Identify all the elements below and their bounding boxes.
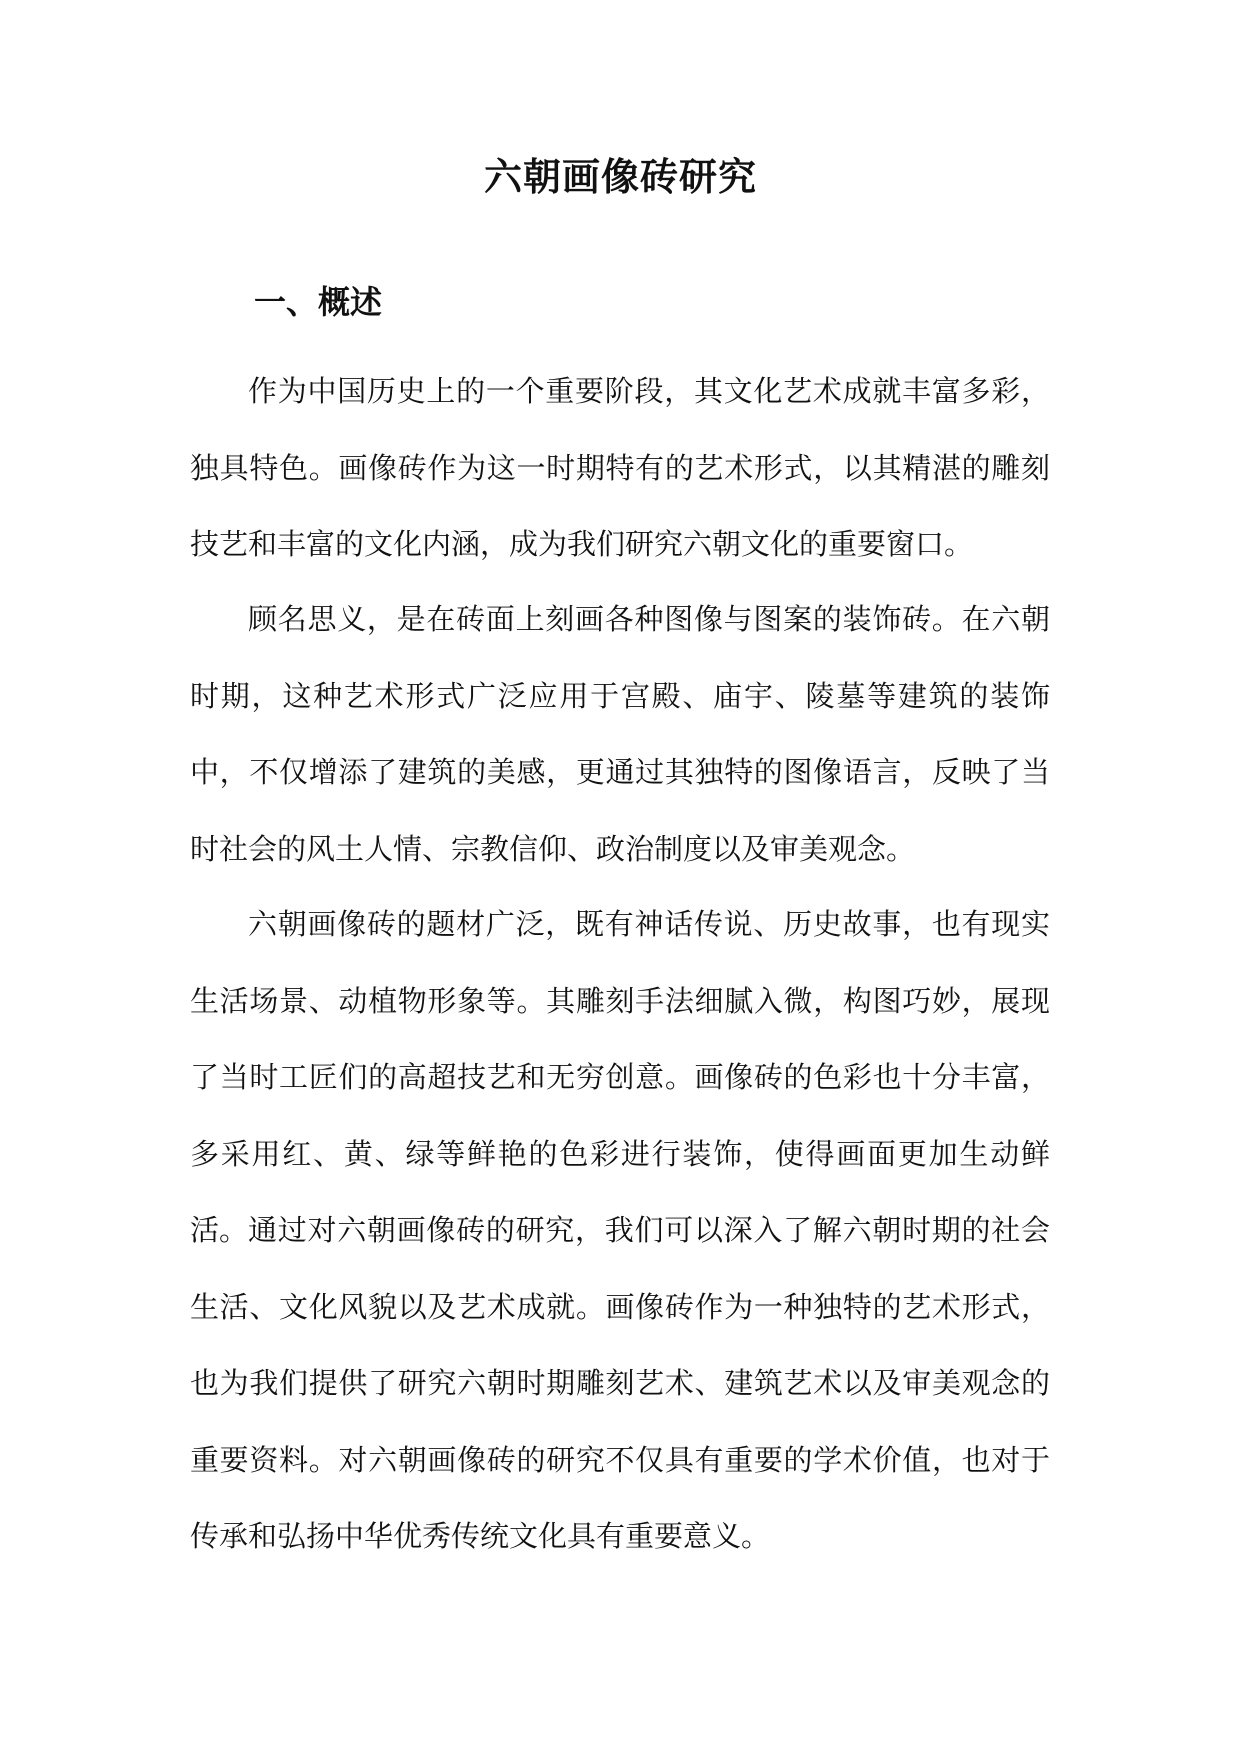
document-title: 六朝画像砖研究 (483, 154, 757, 199)
paragraph-4: 通过对六朝画像砖的研究，我们可以深入了解六朝时期的社会生活、文化风貌以及艺术成就。画像砖作为一种独特的艺术形式，也为我们提供了研究六朝时期雕刻艺术、建筑艺术以及审美观念的重要资料。对六朝画像砖的研究不仅具有重要的学术价值，也对于传承和弘扬中华优秀传统文化具有重要意义。 (190, 1213, 1050, 1553)
paragraph-1: 作为中国历史上的一个重要阶段，其文化艺术成就丰富多彩，独具特色。画像砖作为这一时期特有的艺术形式，以其精湛的雕刻技艺和丰富的文化内涵，成为我们研究六朝文化的重要窗口。 (190, 374, 1050, 561)
section-heading: 一、概述 (254, 283, 383, 321)
paragraph-3: 六朝画像砖的题材广泛，既有神话传说、历史故事，也有现实生活场景、动植物形象等。其雕刻手法细腻入微，构图巧妙，展现了当时工匠们的高超技艺和无穷创意。画像砖的色彩也十分丰富，多采用红、黄、绿等鲜艳的色彩进行装饰，使得画面更加生动鲜活。 (190, 907, 1050, 1247)
paragraph-2: 顾名思义，是在砖面上刻画各种图像与图案的装饰砖。在六朝时期，这种艺术形式广泛应用于宫殿、庙宇、陵墓等建筑的装饰中，不仅增添了建筑的美感，更通过其独特的图像语言，反映了当时社会的风土人情、宗教信仰、政治制度以及审美观念。 (190, 602, 1050, 866)
